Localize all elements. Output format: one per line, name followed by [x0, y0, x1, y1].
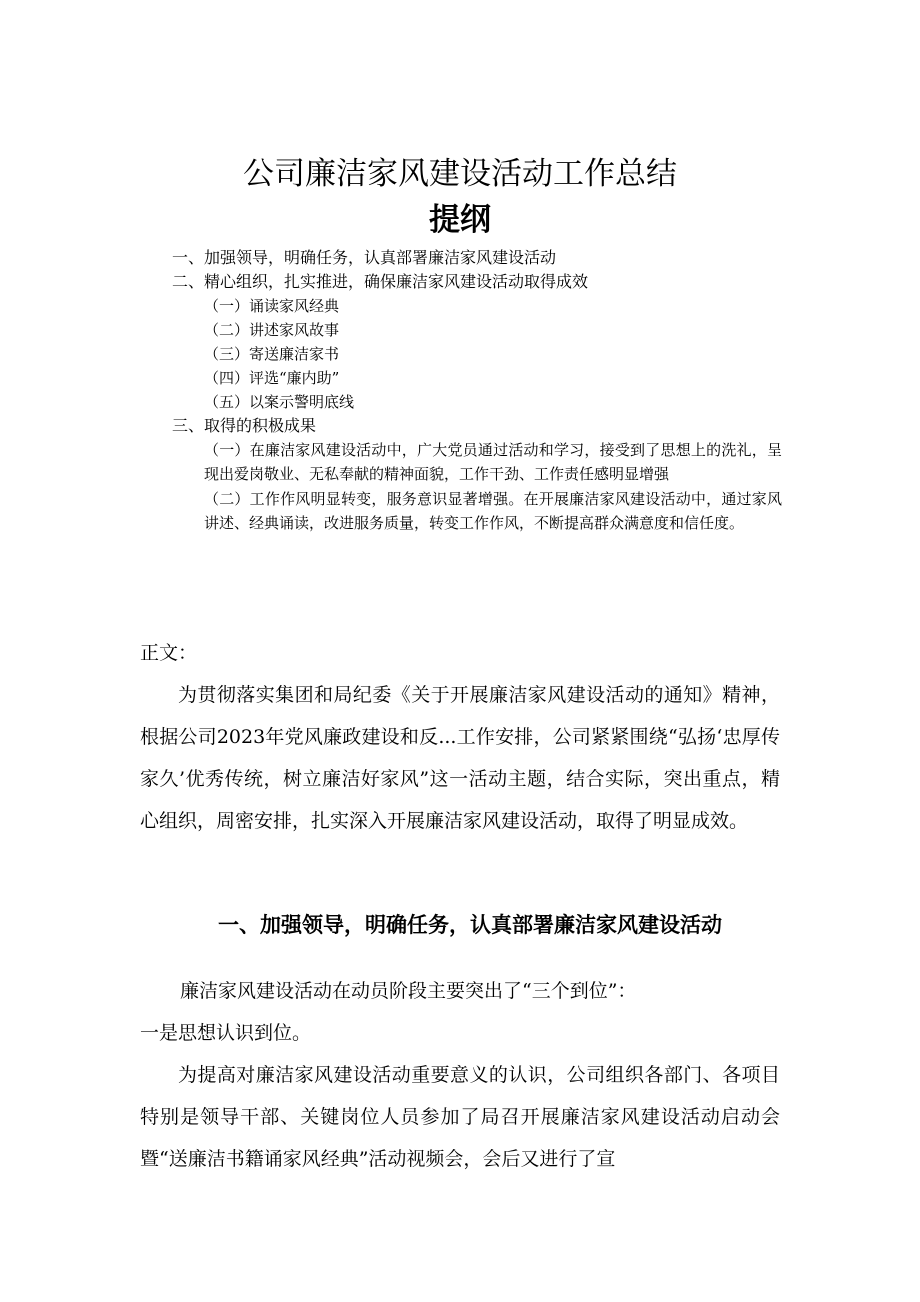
section-1-heading: 一、加强领导，明确任务，认真部署廉洁家风建设活动	[218, 913, 722, 937]
section-1-paragraph-1: 廉洁家风建设活动在动员阶段主要突出了“三个到位”：	[180, 980, 637, 1002]
intro-paragraph: 为贯彻落实集团和局纪委《关于开展廉洁家风建设活动的通知》精神，根据公司2023年党风廉政建设和反...工作安排，公司紧紧围绕“弘扬‘忠厚传家久’优秀传统，树立廉洁好家风”这一活动主题，结合实际，突出重点，精心组织，周密安排，扎实深入开展廉洁家风建设活动，取得了明显成效。	[140, 684, 780, 832]
outline-item-2-sub-1: （一）诵读家风经典	[204, 297, 340, 315]
outline-item-2-sub-2: （二）讲述家风故事	[204, 321, 340, 339]
body-label: 正文：	[140, 642, 198, 664]
document-title: 公司廉洁家风建设活动工作总结	[243, 156, 677, 192]
outline-item-2-sub-5: （五）以案示警明底线	[204, 393, 355, 411]
outline-item-2: 二、精心组织，扎实推进，确保廉洁家风建设活动取得成效	[172, 272, 589, 291]
outline-item-2-sub-4: （四）评选“廉内助”	[204, 369, 340, 387]
section-1-paragraph-2: 一是思想认识到位。	[140, 1022, 312, 1044]
outline-item-3-sub-2: （二）工作作风明显转变，服务意识显著增强。在开展廉洁家风建设活动中，通过家风讲述、经典诵读，改进服务质量，转变工作作风，不断提高群众满意度和信任度。	[204, 490, 782, 532]
section-1-paragraph-3: 为提高对廉洁家风建设活动重要意义的认识，公司组织各部门、各项目特别是领导干部、关键岗位人员参加了局召开展廉洁家风建设活动启动会暨“送廉洁书籍诵家风经典”活动视频会，会后又进行了宣	[140, 1064, 780, 1170]
outline	[172, 246, 792, 536]
outline-item-2-sub-3: （三）寄送廉洁家书	[204, 345, 340, 363]
document-subtitle: 提纲	[429, 202, 491, 238]
outline-item-1: 一、加强领导，明确任务，认真部署廉洁家风建设活动	[172, 248, 557, 267]
outline-item-3: 三、取得的积极成果	[172, 416, 317, 435]
outline-item-3-sub-1: （一）在廉洁家风建设活动中，广大党员通过活动和学习，接受到了思想上的洗礼，呈现出爱岗敬业、无私奉献的精神面貌，工作干劲、工作责任感明显增强	[204, 441, 782, 483]
